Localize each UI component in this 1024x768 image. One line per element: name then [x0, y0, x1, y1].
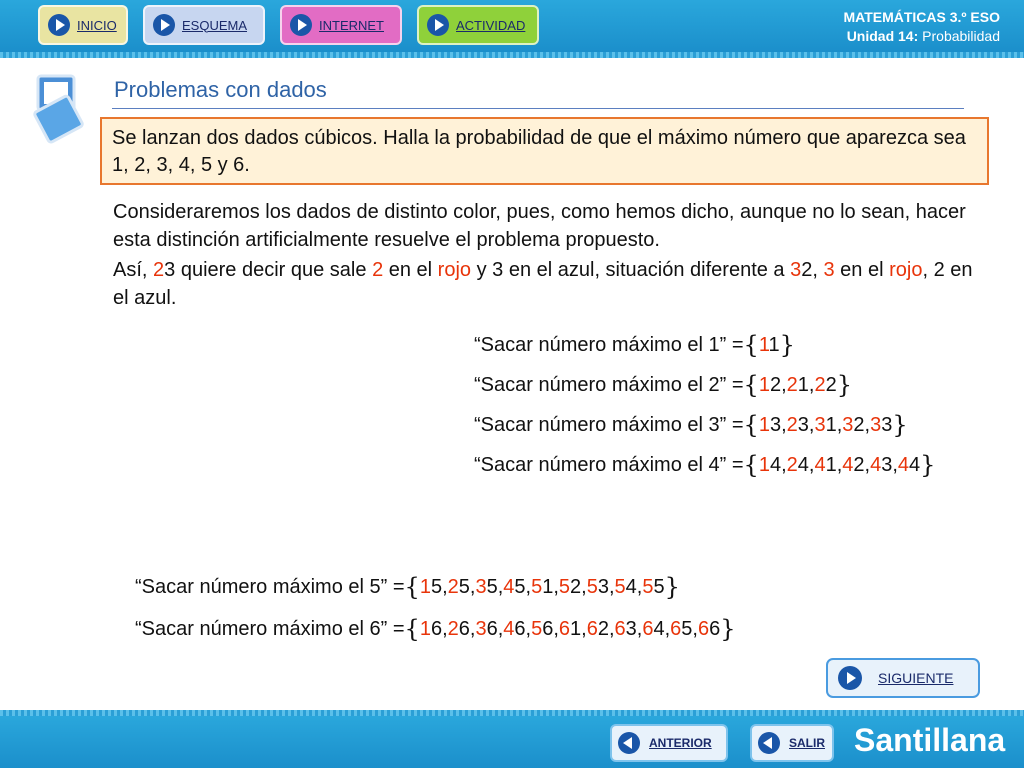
outcome-item: 35	[475, 575, 498, 598]
open-brace: {	[743, 371, 759, 399]
outcome-item: 53	[586, 575, 609, 598]
outcome-set: 15,25,35,45,51,52,53,54,55	[419, 575, 665, 598]
outcome-item: 26	[447, 617, 470, 640]
back-icon	[618, 732, 640, 754]
open-brace: {	[404, 573, 420, 601]
outcome-set: 16,26,36,46,56,61,62,63,64,65,66	[419, 617, 721, 640]
page-title: Problemas con dados	[114, 77, 327, 102]
outcome-item: 51	[531, 575, 554, 598]
outcome-item: 31	[814, 413, 837, 436]
event-row	[474, 330, 795, 360]
outcome-item: 42	[842, 453, 865, 476]
play-icon	[48, 14, 70, 36]
event-label: “Sacar número máximo el 2” =	[474, 373, 744, 396]
play-icon	[838, 666, 862, 690]
outcome-item: 24	[786, 453, 809, 476]
actividad-button[interactable]	[417, 5, 539, 45]
open-brace: {	[743, 411, 759, 439]
siguiente-label: SIGUIENTE	[878, 670, 954, 686]
event-label: “Sacar número máximo el 3” =	[474, 413, 744, 436]
outcome-set: 14,24,41,42,43,44	[758, 453, 921, 476]
event-label: “Sacar número máximo el 5” =	[135, 575, 405, 598]
siguiente-button[interactable]	[826, 658, 980, 698]
esquema-label: ESQUEMA	[182, 17, 248, 33]
event-row	[474, 370, 852, 400]
close-brace: }	[836, 371, 852, 399]
outcome-item: 43	[870, 453, 893, 476]
event-row	[135, 614, 735, 644]
play-icon	[427, 14, 449, 36]
event-label: “Sacar número máximo el 1” =	[474, 333, 744, 356]
slides-icon	[32, 72, 86, 144]
outcome-item: 12	[758, 373, 782, 396]
play-icon	[153, 14, 175, 36]
outcome-item: 55	[642, 575, 665, 598]
outcome-item: 63	[614, 617, 637, 640]
outcome-item: 33	[870, 413, 893, 436]
outcome-item: 56	[531, 617, 554, 640]
inicio-button[interactable]	[38, 5, 128, 45]
esquema-button[interactable]	[143, 5, 265, 45]
outcome-item: 46	[503, 617, 526, 640]
open-brace: {	[404, 615, 420, 643]
title-divider	[112, 108, 964, 109]
outcome-item: 64	[642, 617, 665, 640]
outcome-item: 14	[758, 453, 782, 476]
outcome-item: 22	[814, 373, 837, 396]
close-brace: }	[920, 451, 936, 479]
course-info	[843, 8, 1000, 46]
outcome-item: 32	[842, 413, 865, 436]
outcome-item: 62	[586, 617, 609, 640]
course-title: MATEMÁTICAS 3.º ESO	[843, 9, 1000, 25]
outcome-item: 15	[419, 575, 443, 598]
back-icon	[758, 732, 780, 754]
outcome-item: 54	[614, 575, 637, 598]
problem-statement: Se lanzan dos dados cúbicos. Halla la probabilidad de que el máximo número que aparezca sea 1, 2, 3, 4, 5 y 6.	[100, 117, 989, 185]
unit-name: Probabilidad	[922, 28, 1000, 44]
santillana-logo: Santillana	[854, 722, 1006, 758]
outcome-item: 65	[670, 617, 693, 640]
event-row	[474, 410, 908, 440]
anterior-button[interactable]	[610, 724, 728, 762]
event-row	[135, 572, 680, 602]
close-brace: }	[892, 411, 908, 439]
outcome-item: 61	[558, 617, 582, 640]
outcome-item: 44	[897, 453, 921, 476]
unit-label: Unidad 14:	[846, 28, 919, 44]
play-icon	[290, 14, 312, 36]
open-brace: {	[743, 331, 759, 359]
anterior-label: ANTERIOR	[649, 736, 712, 750]
outcome-set: 12,21,22	[758, 373, 837, 396]
outcome-item: 13	[758, 413, 782, 436]
outcome-item: 16	[419, 617, 443, 640]
explanation-text: Consideraremos los dados de distinto color, pues, como hemos dicho, aunque no lo sean, hacer esta distinción artificialmente resuelve el problema propuesto.	[113, 201, 966, 251]
example-text: Así, 23 quiere decir que sale 2 en el rojo y 3 en el azul, situación diferente a 32, 3 en el rojo, 2 en el azul.	[113, 259, 973, 309]
outcome-item: 41	[814, 453, 837, 476]
close-brace: }	[664, 573, 680, 601]
internet-button[interactable]	[280, 5, 402, 45]
top-bar-stripe	[0, 52, 1024, 58]
salir-label: SALIR	[789, 736, 825, 750]
outcome-item: 45	[503, 575, 526, 598]
actividad-label: ACTIVIDAD	[456, 17, 526, 33]
close-brace: }	[779, 331, 795, 359]
outcome-item: 36	[475, 617, 498, 640]
outcome-set	[759, 334, 780, 357]
internet-label: INTERNET	[319, 17, 384, 33]
outcome-set: 13,23,31,32,33	[758, 413, 893, 436]
outcome-item: 23	[786, 413, 809, 436]
event-label: “Sacar número máximo el 6” =	[135, 617, 405, 640]
event-label: “Sacar número máximo el 4” =	[474, 453, 744, 476]
outcome-item: 21	[786, 373, 809, 396]
inicio-label: INICIO	[77, 17, 117, 33]
open-brace: {	[743, 451, 759, 479]
close-brace: }	[720, 615, 736, 643]
outcome-item: 52	[558, 575, 582, 598]
outcome-item: 66	[697, 617, 721, 640]
outcome-item: 25	[447, 575, 470, 598]
salir-button[interactable]	[750, 724, 834, 762]
event-row	[474, 450, 935, 480]
outcome-item: 11	[758, 333, 780, 356]
